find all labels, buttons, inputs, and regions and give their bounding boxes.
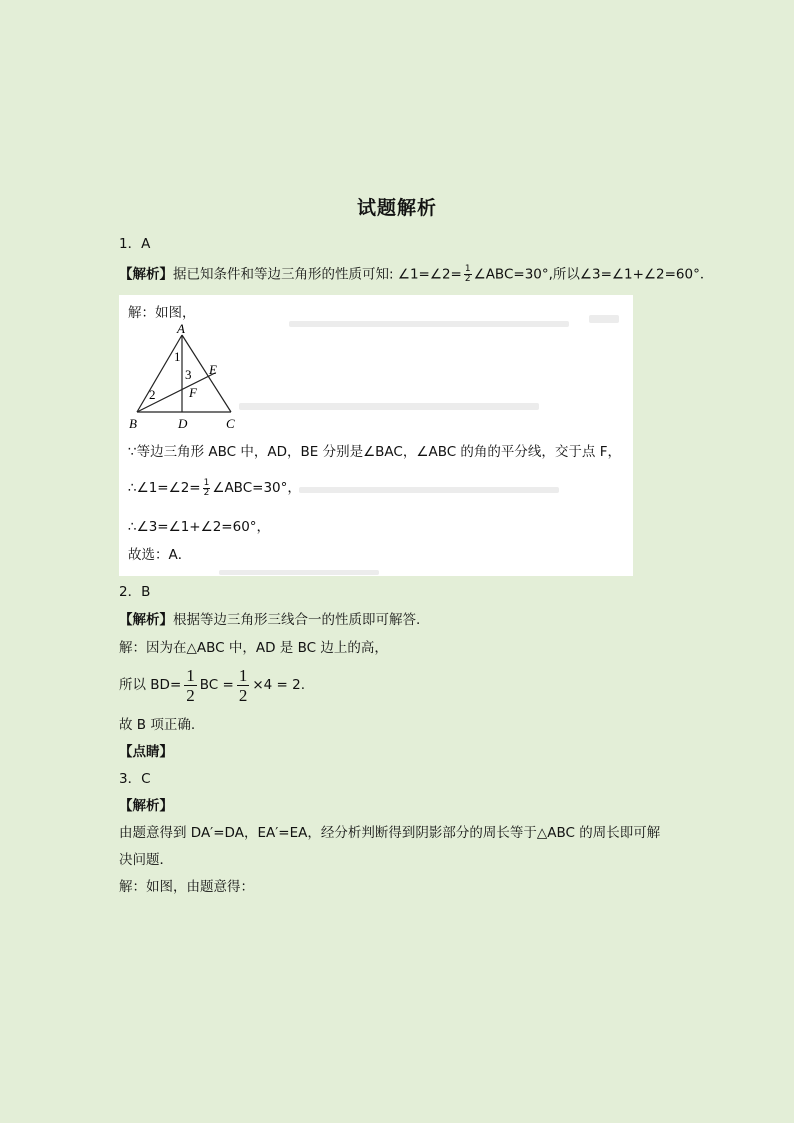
label-a: A [177,321,185,336]
box-line-2: ∵等边三角形 ABC 中，AD，BE 分别是∠BAC，∠ABC 的角的平分线，交于点 F， [128,444,621,460]
q2-answer: 2．B [119,584,151,600]
box-line-1: 解：如图， [128,305,196,321]
label-e: E [209,362,217,377]
q2-bd-equation: 所以 BD= $\frac{1}{2}$ BC = $\frac{1}{2}$ ×4 = 2. [119,665,306,705]
triangle-figure [119,295,633,435]
q2-solution: 解：因为在△ABC 中，AD 是 BC 边上的高， [119,640,388,656]
label-angle-1: 1 [174,349,181,364]
q1-analysis-text-a: 据已知条件和等边三角形的性质可知: ∠1=∠2= [173,266,462,283]
q2-analysis-tag: 【解析】 [119,612,173,628]
label-c: C [226,416,235,431]
q1-fraction: $\frac{1}{2}$ [464,264,471,284]
q3-analysis-tag: 【解析】 [119,798,173,814]
q3-line-1: 由题意得到 DA′=DA，EA′=EA，经分析判断得到阴影部分的周长等于△ABC 的周长即可解 [119,825,661,841]
q1-solution-box [119,295,633,576]
q1-analysis-tag: 【解析】 [119,266,173,283]
label-angle-2: 2 [149,387,156,402]
q2-conclusion: 故 B 项正确. [119,717,196,733]
scan-smudge [299,487,559,493]
q1-answer: 1．A [119,236,151,252]
q3-answer: 3．C [119,771,151,787]
label-b: B [129,416,137,431]
page-title: 试题解析 [356,197,437,219]
box-line-5: 故选：A． [128,547,192,563]
label-d: D [178,416,188,431]
q2-analysis [119,611,420,629]
scan-smudge [219,570,379,575]
q2-dianjing-tag: 【点睛】 [119,744,173,760]
label-f: F [189,385,197,400]
q1-analysis [119,265,713,284]
box-line-3: ∴∠1=∠2= $\frac{1}{2}$ ∠ABC=30°， [128,477,301,498]
q1-analysis-text-b: ∠ABC=30°,所以∠3=∠1+∠2=60°． [473,266,714,283]
q3-line-2: 决问题． [119,852,173,868]
q3-line-3: 解：如图，由题意得： [119,879,254,895]
box-line-4: ∴∠3=∠1+∠2=60°， [128,519,271,535]
label-angle-3: 3 [185,367,192,382]
q2-analysis-text: 根据等边三角形三线合一的性质即可解答. [173,612,421,628]
